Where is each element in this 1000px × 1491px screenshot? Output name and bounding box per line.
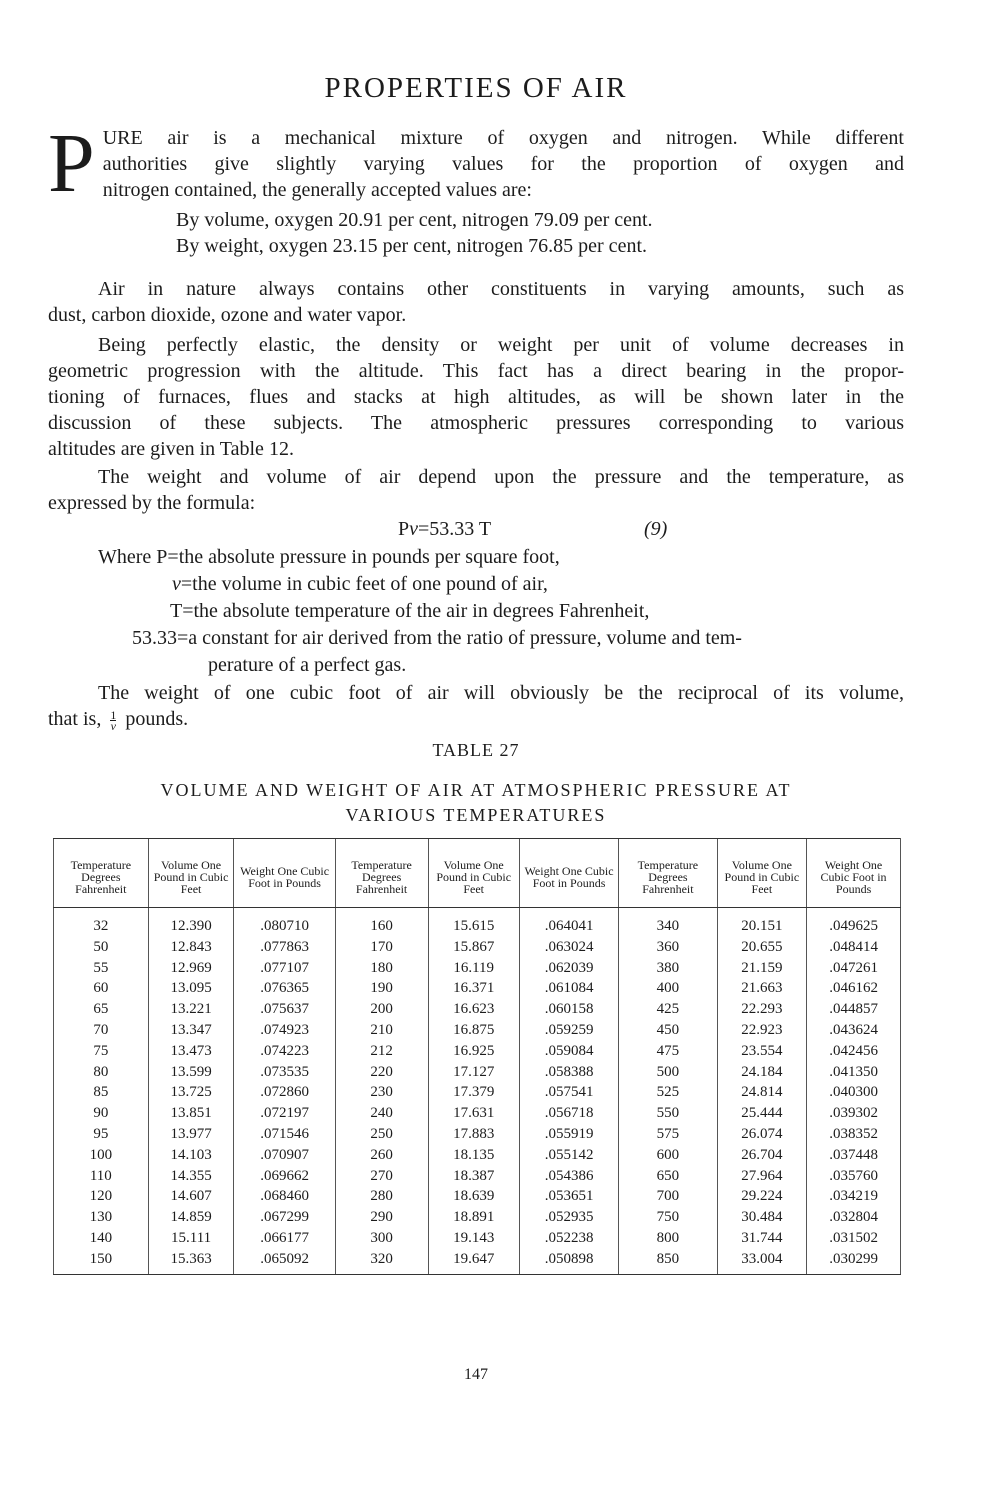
header-volume-3: Volume One Pound in Cubic Feet — [717, 839, 807, 908]
cell-volume-3: 21.663 — [717, 978, 807, 999]
cell-weight-3: .035760 — [807, 1166, 901, 1187]
cell-temperature-2: 320 — [335, 1249, 428, 1274]
cell-weight-2: .054386 — [519, 1166, 618, 1187]
cell-volume-2: 16.119 — [428, 958, 519, 979]
cell-volume-2: 18.639 — [428, 1186, 519, 1207]
constituents-line-2: dust, carbon dioxide, ozone and water vapor. — [48, 304, 407, 326]
header-weight-2: Weight One Cubic Foot in Pounds — [519, 839, 618, 908]
cell-weight-1: .077107 — [234, 958, 335, 979]
cell-temperature-2: 250 — [335, 1124, 428, 1145]
header-temperature-1: Temperature Degrees Fahrenheit — [54, 839, 149, 908]
cell-volume-1: 13.473 — [148, 1041, 234, 1062]
reciprocal-suffix: pounds. — [125, 708, 189, 730]
cell-temperature-3: 525 — [619, 1082, 717, 1103]
cell-temperature-1: 65 — [54, 999, 149, 1020]
cell-volume-2: 16.623 — [428, 999, 519, 1020]
elasticity-line-2: geometric progression with the altitude. This fact has a direct bearing in the propor- — [48, 360, 904, 382]
cell-temperature-1: 60 — [54, 978, 149, 999]
cell-temperature-2: 280 — [335, 1186, 428, 1207]
cell-weight-1: .068460 — [234, 1186, 335, 1207]
table-row — [54, 999, 901, 1020]
cell-weight-2: .053651 — [519, 1186, 618, 1207]
table-row — [54, 1020, 901, 1041]
cell-weight-1: .069662 — [234, 1166, 335, 1187]
constituents-paragraph — [48, 276, 904, 328]
cell-temperature-3: 475 — [619, 1041, 717, 1062]
cell-volume-1: 12.390 — [148, 908, 234, 937]
table-row — [54, 1145, 901, 1166]
table-title-line-1: VOLUME AND WEIGHT OF AIR AT ATMOSPHERIC PRESSURE AT — [160, 780, 792, 800]
cell-weight-1: .072197 — [234, 1103, 335, 1124]
cell-volume-3: 20.151 — [717, 908, 807, 937]
cell-volume-1: 12.969 — [148, 958, 234, 979]
formula-intro-paragraph — [48, 464, 904, 516]
cell-weight-3: .042456 — [807, 1041, 901, 1062]
cell-volume-2: 17.883 — [428, 1124, 519, 1145]
cell-temperature-1: 75 — [54, 1041, 149, 1062]
cell-weight-2: .064041 — [519, 908, 618, 937]
cell-volume-3: 27.964 — [717, 1166, 807, 1187]
cell-volume-3: 24.184 — [717, 1062, 807, 1083]
cell-temperature-1: 90 — [54, 1103, 149, 1124]
cell-weight-3: .031502 — [807, 1228, 901, 1249]
cell-weight-3: .046162 — [807, 978, 901, 999]
table-row — [54, 978, 901, 999]
table-row — [54, 1103, 901, 1124]
cell-volume-2: 17.631 — [428, 1103, 519, 1124]
cell-temperature-3: 450 — [619, 1020, 717, 1041]
cell-temperature-2: 212 — [335, 1041, 428, 1062]
cell-temperature-2: 240 — [335, 1103, 428, 1124]
cell-weight-2: .063024 — [519, 937, 618, 958]
cell-volume-1: 14.355 — [148, 1166, 234, 1187]
cell-weight-2: .061084 — [519, 978, 618, 999]
header-temperature-3: Temperature Degrees Fahrenheit — [619, 839, 717, 908]
cell-volume-1: 12.843 — [148, 937, 234, 958]
cell-temperature-3: 340 — [619, 908, 717, 937]
table-row — [54, 1228, 901, 1249]
table-body — [54, 908, 901, 1275]
cell-volume-3: 24.814 — [717, 1082, 807, 1103]
cell-volume-3: 21.159 — [717, 958, 807, 979]
cell-weight-1: .074923 — [234, 1020, 335, 1041]
cell-weight-1: .066177 — [234, 1228, 335, 1249]
table-header-row — [54, 839, 901, 908]
header-temperature-2: Temperature Degrees Fahrenheit — [335, 839, 428, 908]
cell-volume-3: 26.074 — [717, 1124, 807, 1145]
cell-temperature-1: 80 — [54, 1062, 149, 1083]
cell-temperature-2: 210 — [335, 1020, 428, 1041]
cell-volume-3: 22.293 — [717, 999, 807, 1020]
intro-paragraph — [48, 117, 904, 259]
constituents-line-1: Air in nature always contains other constituents in varying amounts, such as — [98, 278, 904, 300]
cell-volume-3: 30.484 — [717, 1207, 807, 1228]
table-row — [54, 1207, 901, 1228]
cell-volume-1: 15.111 — [148, 1228, 234, 1249]
cell-weight-1: .075637 — [234, 999, 335, 1020]
page-title: PROPERTIES OF AIR — [324, 72, 628, 104]
elasticity-line-3: tioning of furnaces, flues and stacks at high altitudes, as will be shown later in the — [48, 386, 904, 408]
formula-intro-line-2: expressed by the formula: — [48, 492, 256, 514]
table-title — [48, 778, 904, 828]
table-row — [54, 908, 901, 937]
fraction-denominator: v — [110, 718, 116, 733]
formula-number: (9) — [644, 518, 668, 540]
cell-weight-2: .055142 — [519, 1145, 618, 1166]
cell-volume-2: 16.925 — [428, 1041, 519, 1062]
table-row — [54, 958, 901, 979]
cell-weight-1: .071546 — [234, 1124, 335, 1145]
cell-weight-2: .057541 — [519, 1082, 618, 1103]
header-weight-3: Weight One Cubic Foot in Pounds — [807, 839, 901, 908]
cell-volume-2: 17.127 — [428, 1062, 519, 1083]
elasticity-line-4: discussion of these subjects. The atmospheric pressures corresponding to various — [48, 412, 904, 434]
cell-weight-1: .070907 — [234, 1145, 335, 1166]
cell-temperature-3: 850 — [619, 1249, 717, 1274]
page — [48, 0, 904, 1491]
cell-volume-1: 13.851 — [148, 1103, 234, 1124]
cell-weight-2: .059084 — [519, 1041, 618, 1062]
table-row — [54, 1166, 901, 1187]
reciprocal-prefix: that is, — [48, 708, 102, 730]
definition-v: v=the volume in cubic feet of one pound of air, — [172, 573, 548, 595]
cell-weight-3: .044857 — [807, 999, 901, 1020]
cell-volume-3: 22.923 — [717, 1020, 807, 1041]
table-title-line-2: VARIOUS TEMPERATURES — [345, 805, 607, 825]
header-volume-2: Volume One Pound in Cubic Feet — [428, 839, 519, 908]
cell-volume-2: 19.143 — [428, 1228, 519, 1249]
cell-weight-3: .039302 — [807, 1103, 901, 1124]
reciprocal-line-1: The weight of one cubic foot of air will obviously be the reciprocal of its volume, — [98, 682, 904, 704]
cell-temperature-1: 85 — [54, 1082, 149, 1103]
cell-weight-2: .052238 — [519, 1228, 618, 1249]
drop-cap: P — [48, 117, 95, 210]
cell-weight-3: .049625 — [807, 908, 901, 937]
cell-temperature-1: 120 — [54, 1186, 149, 1207]
table-row — [54, 1062, 901, 1083]
formula-intro-line-1: The weight and volume of air depend upon the pressure and the temperature, as — [98, 466, 904, 488]
cell-temperature-2: 190 — [335, 978, 428, 999]
cell-temperature-2: 260 — [335, 1145, 428, 1166]
cell-weight-3: .037448 — [807, 1145, 901, 1166]
cell-weight-2: .058388 — [519, 1062, 618, 1083]
cell-volume-3: 26.704 — [717, 1145, 807, 1166]
cell-temperature-1: 50 — [54, 937, 149, 958]
cell-weight-3: .048414 — [807, 937, 901, 958]
cell-temperature-3: 360 — [619, 937, 717, 958]
cell-volume-1: 14.607 — [148, 1186, 234, 1207]
header-weight-1: Weight One Cubic Foot in Pounds — [234, 839, 335, 908]
elasticity-line-1: Being perfectly elastic, the density or weight per unit of volume decreases in — [98, 334, 904, 356]
formula-expression: Pv=53.33 T — [398, 518, 492, 540]
cell-weight-2: .059259 — [519, 1020, 618, 1041]
table-row — [54, 1249, 901, 1274]
page-number: 147 — [464, 1366, 488, 1383]
table-row — [54, 1186, 901, 1207]
cell-volume-2: 16.371 — [428, 978, 519, 999]
cell-temperature-3: 550 — [619, 1103, 717, 1124]
cell-weight-3: .032804 — [807, 1207, 901, 1228]
reciprocal-line-2 — [48, 706, 904, 732]
cell-weight-3: .030299 — [807, 1249, 901, 1274]
cell-volume-1: 13.599 — [148, 1062, 234, 1083]
cell-weight-2: .055919 — [519, 1124, 618, 1145]
cell-temperature-3: 600 — [619, 1145, 717, 1166]
cell-volume-1: 13.977 — [148, 1124, 234, 1145]
cell-temperature-3: 380 — [619, 958, 717, 979]
cell-volume-1: 13.347 — [148, 1020, 234, 1041]
cell-temperature-3: 800 — [619, 1228, 717, 1249]
cell-volume-1: 13.725 — [148, 1082, 234, 1103]
cell-volume-3: 33.004 — [717, 1249, 807, 1274]
by-weight-line: By weight, oxygen 23.15 per cent, nitrogen 76.85 per cent. — [176, 235, 647, 257]
cell-weight-3: .043624 — [807, 1020, 901, 1041]
cell-temperature-3: 500 — [619, 1062, 717, 1083]
cell-temperature-1: 130 — [54, 1207, 149, 1228]
cell-weight-1: .076365 — [234, 978, 335, 999]
elasticity-line-5: altitudes are given in Table 12. — [48, 438, 294, 460]
cell-temperature-2: 180 — [335, 958, 428, 979]
cell-volume-2: 16.875 — [428, 1020, 519, 1041]
elasticity-paragraph — [48, 332, 904, 462]
reciprocal-paragraph — [48, 680, 904, 732]
cell-temperature-3: 575 — [619, 1124, 717, 1145]
cell-volume-1: 14.103 — [148, 1145, 234, 1166]
cell-weight-1: .065092 — [234, 1249, 335, 1274]
cell-temperature-2: 200 — [335, 999, 428, 1020]
cell-weight-2: .050898 — [519, 1249, 618, 1274]
cell-volume-2: 15.615 — [428, 908, 519, 937]
cell-weight-2: .052935 — [519, 1207, 618, 1228]
cell-weight-3: .040300 — [807, 1082, 901, 1103]
definition-p: Where P=the absolute pressure in pounds per square foot, — [98, 546, 560, 568]
cell-volume-1: 14.859 — [148, 1207, 234, 1228]
cell-temperature-1: 150 — [54, 1249, 149, 1274]
cell-volume-3: 20.655 — [717, 937, 807, 958]
cell-weight-3: .041350 — [807, 1062, 901, 1083]
cell-temperature-3: 400 — [619, 978, 717, 999]
by-volume-line: By volume, oxygen 20.91 per cent, nitrogen 79.09 per cent. — [176, 209, 653, 231]
cell-volume-3: 23.554 — [717, 1041, 807, 1062]
cell-temperature-2: 290 — [335, 1207, 428, 1228]
table-row — [54, 1124, 901, 1145]
cell-temperature-2: 270 — [335, 1166, 428, 1187]
cell-weight-1: .080710 — [234, 908, 335, 937]
cell-temperature-3: 700 — [619, 1186, 717, 1207]
cell-weight-3: .047261 — [807, 958, 901, 979]
definition-constant-line-2: perature of a perfect gas. — [208, 654, 407, 676]
table-row — [54, 1041, 901, 1062]
cell-volume-3: 29.224 — [717, 1186, 807, 1207]
cell-weight-1: .073535 — [234, 1062, 335, 1083]
table-label: TABLE 27 — [432, 740, 520, 760]
cell-weight-1: .072860 — [234, 1082, 335, 1103]
cell-temperature-1: 100 — [54, 1145, 149, 1166]
cell-volume-1: 15.363 — [148, 1249, 234, 1274]
cell-temperature-3: 425 — [619, 999, 717, 1020]
air-properties-table — [53, 838, 901, 1275]
cell-volume-3: 25.444 — [717, 1103, 807, 1124]
header-volume-1: Volume One Pound in Cubic Feet — [148, 839, 234, 908]
cell-temperature-2: 160 — [335, 908, 428, 937]
cell-temperature-1: 55 — [54, 958, 149, 979]
cell-temperature-3: 650 — [619, 1166, 717, 1187]
cell-temperature-2: 300 — [335, 1228, 428, 1249]
cell-temperature-1: 140 — [54, 1228, 149, 1249]
cell-volume-2: 15.867 — [428, 937, 519, 958]
cell-weight-1: .074223 — [234, 1041, 335, 1062]
formula-definitions — [48, 544, 904, 679]
cell-volume-2: 17.379 — [428, 1082, 519, 1103]
fraction-one-over-v — [110, 707, 117, 733]
definition-constant-line-1: 53.33=a constant for air derived from the ratio of pressure, volume and tem- — [132, 627, 742, 649]
cell-weight-3: .038352 — [807, 1124, 901, 1145]
cell-temperature-2: 230 — [335, 1082, 428, 1103]
cell-volume-2: 19.647 — [428, 1249, 519, 1274]
table-row — [54, 1082, 901, 1103]
intro-line-1: URE air is a mechanical mixture of oxygen and nitrogen. While different — [102, 127, 904, 149]
intro-line-2: authorities give slightly varying values for the proportion of oxygen and — [102, 153, 904, 175]
cell-weight-1: .077863 — [234, 937, 335, 958]
cell-volume-1: 13.095 — [148, 978, 234, 999]
cell-temperature-1: 95 — [54, 1124, 149, 1145]
fraction-numerator: 1 — [110, 707, 117, 722]
cell-temperature-1: 32 — [54, 908, 149, 937]
cell-weight-1: .067299 — [234, 1207, 335, 1228]
cell-weight-3: .034219 — [807, 1186, 901, 1207]
cell-temperature-2: 170 — [335, 937, 428, 958]
cell-volume-3: 31.744 — [717, 1228, 807, 1249]
cell-temperature-1: 110 — [54, 1166, 149, 1187]
cell-temperature-3: 750 — [619, 1207, 717, 1228]
cell-temperature-2: 220 — [335, 1062, 428, 1083]
cell-volume-2: 18.135 — [428, 1145, 519, 1166]
definition-t: T=the absolute temperature of the air in degrees Fahrenheit, — [170, 600, 650, 622]
cell-volume-2: 18.891 — [428, 1207, 519, 1228]
cell-weight-2: .056718 — [519, 1103, 618, 1124]
cell-volume-1: 13.221 — [148, 999, 234, 1020]
cell-volume-2: 18.387 — [428, 1166, 519, 1187]
cell-weight-2: .062039 — [519, 958, 618, 979]
cell-temperature-1: 70 — [54, 1020, 149, 1041]
table-row — [54, 937, 901, 958]
cell-weight-2: .060158 — [519, 999, 618, 1020]
intro-line-3: nitrogen contained, the generally accepted values are: — [102, 179, 532, 201]
